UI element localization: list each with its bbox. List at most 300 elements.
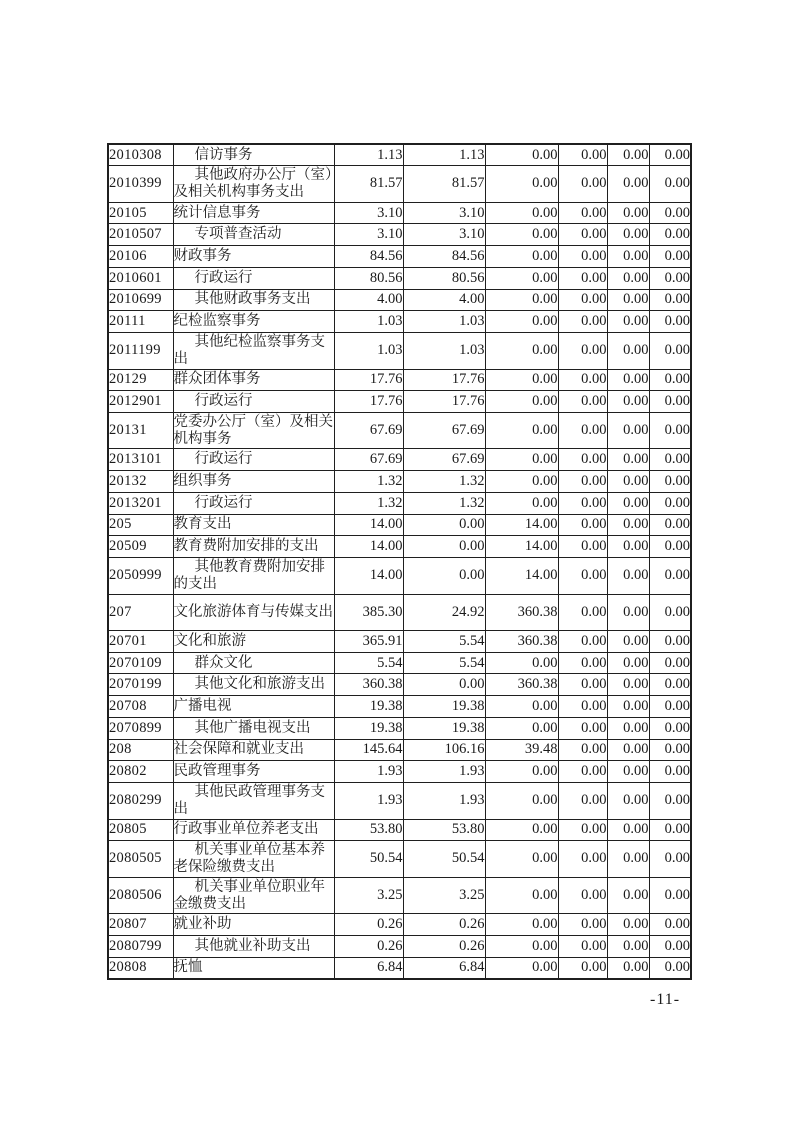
code-cell: 2010601 xyxy=(108,267,173,289)
value-cell: 17.76 xyxy=(403,369,485,391)
value-cell: 3.25 xyxy=(403,877,485,914)
table-row xyxy=(108,594,691,631)
budget-table xyxy=(107,143,692,980)
value-cell: 0.00 xyxy=(607,652,649,674)
value-cell: 0.00 xyxy=(485,761,558,783)
value-cell: 0.00 xyxy=(558,369,607,391)
value-cell: 0.00 xyxy=(558,696,607,718)
value-cell: 0.00 xyxy=(558,782,607,819)
value-cell: 50.54 xyxy=(403,841,485,878)
table-row xyxy=(108,449,691,471)
table-row xyxy=(108,224,691,246)
name-cell: 就业补助 xyxy=(173,914,334,936)
name-cell: 财政事务 xyxy=(173,246,334,268)
table-row xyxy=(108,202,691,224)
value-cell: 3.10 xyxy=(403,202,485,224)
table-row xyxy=(108,739,691,761)
code-cell: 205 xyxy=(108,514,173,536)
code-cell: 20807 xyxy=(108,914,173,936)
value-cell: 0.00 xyxy=(485,652,558,674)
value-cell: 0.00 xyxy=(649,391,691,413)
value-cell: 0.00 xyxy=(485,782,558,819)
code-cell: 2010507 xyxy=(108,224,173,246)
value-cell: 0.00 xyxy=(607,536,649,558)
value-cell: 0.00 xyxy=(607,739,649,761)
value-cell: 0.00 xyxy=(607,841,649,878)
value-cell: 0.00 xyxy=(607,332,649,369)
value-cell: 14.00 xyxy=(485,514,558,536)
code-cell: 20701 xyxy=(108,631,173,653)
value-cell: 14.00 xyxy=(334,514,403,536)
name-cell: 行政事业单位养老支出 xyxy=(173,819,334,841)
name-cell: 纪检监察事务 xyxy=(173,311,334,333)
value-cell: 0.00 xyxy=(607,224,649,246)
name-cell: 专项普查活动 xyxy=(173,224,334,246)
name-cell: 广播电视 xyxy=(173,696,334,718)
value-cell: 0.00 xyxy=(558,332,607,369)
value-cell: 0.00 xyxy=(649,782,691,819)
value-cell: 14.00 xyxy=(334,536,403,558)
table-row xyxy=(108,514,691,536)
table-row xyxy=(108,674,691,696)
table-row xyxy=(108,391,691,413)
value-cell: 0.00 xyxy=(485,957,558,979)
value-cell: 360.38 xyxy=(485,674,558,696)
value-cell: 0.00 xyxy=(649,594,691,631)
value-cell: 0.00 xyxy=(649,914,691,936)
table-row xyxy=(108,311,691,333)
name-cell: 其他教育费附加安排的支出 xyxy=(173,557,334,594)
code-cell: 20708 xyxy=(108,696,173,718)
value-cell: 19.38 xyxy=(403,717,485,739)
value-cell: 0.00 xyxy=(558,594,607,631)
value-cell: 19.38 xyxy=(403,696,485,718)
value-cell: 0.00 xyxy=(485,471,558,493)
value-cell: 19.38 xyxy=(334,696,403,718)
value-cell: 0.00 xyxy=(558,202,607,224)
value-cell: 6.84 xyxy=(403,957,485,979)
code-cell: 2050999 xyxy=(108,557,173,594)
value-cell: 0.00 xyxy=(558,514,607,536)
value-cell: 0.00 xyxy=(403,536,485,558)
value-cell: 0.00 xyxy=(558,246,607,268)
code-cell: 207 xyxy=(108,594,173,631)
value-cell: 0.00 xyxy=(607,412,649,449)
value-cell: 1.93 xyxy=(403,782,485,819)
code-cell: 20805 xyxy=(108,819,173,841)
value-cell: 19.38 xyxy=(334,717,403,739)
code-cell: 20106 xyxy=(108,246,173,268)
value-cell: 67.69 xyxy=(334,449,403,471)
value-cell: 0.00 xyxy=(607,819,649,841)
value-cell: 14.00 xyxy=(485,536,558,558)
value-cell: 17.76 xyxy=(334,369,403,391)
value-cell: 5.54 xyxy=(403,652,485,674)
value-cell: 0.00 xyxy=(607,311,649,333)
value-cell: 1.03 xyxy=(403,311,485,333)
value-cell: 1.93 xyxy=(334,761,403,783)
table-row xyxy=(108,166,691,203)
code-cell: 2080506 xyxy=(108,877,173,914)
value-cell: 0.00 xyxy=(485,412,558,449)
value-cell: 0.00 xyxy=(649,412,691,449)
value-cell: 53.80 xyxy=(403,819,485,841)
table-row xyxy=(108,936,691,958)
code-cell: 20802 xyxy=(108,761,173,783)
code-cell: 2013101 xyxy=(108,449,173,471)
value-cell: 0.00 xyxy=(607,369,649,391)
value-cell: 0.00 xyxy=(649,761,691,783)
value-cell: 360.38 xyxy=(485,594,558,631)
value-cell: 0.00 xyxy=(607,761,649,783)
value-cell: 0.00 xyxy=(607,674,649,696)
value-cell: 0.00 xyxy=(403,557,485,594)
name-cell: 群众文化 xyxy=(173,652,334,674)
value-cell: 0.00 xyxy=(558,557,607,594)
value-cell: 0.00 xyxy=(607,557,649,594)
name-cell: 其他文化和旅游支出 xyxy=(173,674,334,696)
value-cell: 0.00 xyxy=(649,696,691,718)
value-cell: 0.00 xyxy=(649,877,691,914)
value-cell: 0.00 xyxy=(558,717,607,739)
value-cell: 0.00 xyxy=(485,841,558,878)
value-cell: 0.00 xyxy=(403,674,485,696)
value-cell: 0.00 xyxy=(403,514,485,536)
value-cell: 0.00 xyxy=(558,311,607,333)
value-cell: 0.00 xyxy=(485,311,558,333)
value-cell: 0.00 xyxy=(607,514,649,536)
value-cell: 0.00 xyxy=(607,631,649,653)
name-cell: 行政运行 xyxy=(173,492,334,514)
value-cell: 84.56 xyxy=(403,246,485,268)
value-cell: 1.13 xyxy=(334,144,403,166)
value-cell: 0.00 xyxy=(607,202,649,224)
name-cell: 行政运行 xyxy=(173,391,334,413)
value-cell: 0.00 xyxy=(485,246,558,268)
value-cell: 0.00 xyxy=(485,492,558,514)
value-cell: 0.00 xyxy=(485,914,558,936)
name-cell: 民政管理事务 xyxy=(173,761,334,783)
value-cell: 0.00 xyxy=(558,289,607,311)
table-row xyxy=(108,557,691,594)
value-cell: 1.93 xyxy=(334,782,403,819)
value-cell: 0.00 xyxy=(558,914,607,936)
value-cell: 0.26 xyxy=(334,914,403,936)
value-cell: 0.00 xyxy=(649,936,691,958)
code-cell: 20105 xyxy=(108,202,173,224)
value-cell: 0.00 xyxy=(649,631,691,653)
name-cell: 社会保障和就业支出 xyxy=(173,739,334,761)
name-cell: 组织事务 xyxy=(173,471,334,493)
value-cell: 0.00 xyxy=(649,957,691,979)
name-cell: 文化和旅游 xyxy=(173,631,334,653)
value-cell: 0.00 xyxy=(558,536,607,558)
value-cell: 1.03 xyxy=(334,332,403,369)
table-row xyxy=(108,957,691,979)
value-cell: 5.54 xyxy=(334,652,403,674)
code-cell: 20509 xyxy=(108,536,173,558)
name-cell: 机关事业单位职业年金缴费支出 xyxy=(173,877,334,914)
value-cell: 0.00 xyxy=(649,449,691,471)
value-cell: 17.76 xyxy=(403,391,485,413)
table-row xyxy=(108,144,691,166)
name-cell: 群众团体事务 xyxy=(173,369,334,391)
code-cell: 2070899 xyxy=(108,717,173,739)
name-cell: 抚恤 xyxy=(173,957,334,979)
value-cell: 6.84 xyxy=(334,957,403,979)
table-row xyxy=(108,332,691,369)
value-cell: 0.00 xyxy=(558,877,607,914)
value-cell: 0.00 xyxy=(649,246,691,268)
value-cell: 0.00 xyxy=(607,696,649,718)
value-cell: 0.00 xyxy=(649,819,691,841)
table-row xyxy=(108,819,691,841)
value-cell: 81.57 xyxy=(334,166,403,203)
value-cell: 67.69 xyxy=(403,449,485,471)
name-cell: 机关事业单位基本养老保险缴费支出 xyxy=(173,841,334,878)
value-cell: 0.00 xyxy=(558,166,607,203)
value-cell: 0.00 xyxy=(558,267,607,289)
value-cell: 1.32 xyxy=(403,471,485,493)
value-cell: 0.00 xyxy=(649,841,691,878)
value-cell: 0.00 xyxy=(558,761,607,783)
name-cell: 教育费附加安排的支出 xyxy=(173,536,334,558)
name-cell: 党委办公厅（室）及相关机构事务 xyxy=(173,412,334,449)
value-cell: 67.69 xyxy=(403,412,485,449)
value-cell: 0.00 xyxy=(607,289,649,311)
value-cell: 0.00 xyxy=(649,674,691,696)
value-cell: 0.00 xyxy=(485,936,558,958)
code-cell: 2080505 xyxy=(108,841,173,878)
value-cell: 0.00 xyxy=(485,391,558,413)
value-cell: 360.38 xyxy=(334,674,403,696)
table-row xyxy=(108,652,691,674)
value-cell: 0.00 xyxy=(607,957,649,979)
value-cell: 0.00 xyxy=(485,369,558,391)
value-cell: 0.00 xyxy=(485,166,558,203)
value-cell: 80.56 xyxy=(403,267,485,289)
table-body xyxy=(108,144,691,979)
table-row xyxy=(108,246,691,268)
name-cell: 教育支出 xyxy=(173,514,334,536)
value-cell: 0.00 xyxy=(485,717,558,739)
value-cell: 1.32 xyxy=(334,492,403,514)
value-cell: 0.00 xyxy=(485,202,558,224)
value-cell: 1.03 xyxy=(403,332,485,369)
value-cell: 0.00 xyxy=(558,449,607,471)
value-cell: 50.54 xyxy=(334,841,403,878)
code-cell: 2013201 xyxy=(108,492,173,514)
value-cell: 0.00 xyxy=(558,224,607,246)
value-cell: 0.00 xyxy=(607,492,649,514)
table-row xyxy=(108,841,691,878)
value-cell: 0.00 xyxy=(649,369,691,391)
value-cell: 39.48 xyxy=(485,739,558,761)
code-cell: 20131 xyxy=(108,412,173,449)
value-cell: 0.26 xyxy=(403,914,485,936)
code-cell: 2010699 xyxy=(108,289,173,311)
value-cell: 0.00 xyxy=(558,492,607,514)
name-cell: 其他民政管理事务支出 xyxy=(173,782,334,819)
value-cell: 0.00 xyxy=(485,819,558,841)
code-cell: 2080299 xyxy=(108,782,173,819)
name-cell: 统计信息事务 xyxy=(173,202,334,224)
value-cell: 14.00 xyxy=(485,557,558,594)
value-cell: 0.00 xyxy=(607,877,649,914)
table-row xyxy=(108,782,691,819)
value-cell: 0.00 xyxy=(649,332,691,369)
table-row xyxy=(108,761,691,783)
name-cell: 其他就业补助支出 xyxy=(173,936,334,958)
value-cell: 3.10 xyxy=(403,224,485,246)
value-cell: 0.00 xyxy=(558,739,607,761)
value-cell: 53.80 xyxy=(334,819,403,841)
value-cell: 17.76 xyxy=(334,391,403,413)
value-cell: 360.38 xyxy=(485,631,558,653)
value-cell: 1.32 xyxy=(334,471,403,493)
value-cell: 0.00 xyxy=(607,782,649,819)
value-cell: 0.00 xyxy=(649,202,691,224)
value-cell: 0.00 xyxy=(607,936,649,958)
value-cell: 365.91 xyxy=(334,631,403,653)
value-cell: 0.00 xyxy=(558,631,607,653)
table-row xyxy=(108,536,691,558)
value-cell: 5.54 xyxy=(403,631,485,653)
code-cell: 2011199 xyxy=(108,332,173,369)
name-cell: 其他广播电视支出 xyxy=(173,717,334,739)
value-cell: 0.00 xyxy=(649,739,691,761)
value-cell: 0.00 xyxy=(649,289,691,311)
value-cell: 0.00 xyxy=(558,144,607,166)
value-cell: 0.00 xyxy=(558,841,607,878)
code-cell: 2080799 xyxy=(108,936,173,958)
value-cell: 0.00 xyxy=(607,717,649,739)
name-cell: 行政运行 xyxy=(173,267,334,289)
name-cell: 行政运行 xyxy=(173,449,334,471)
value-cell: 0.00 xyxy=(485,332,558,369)
page-number: -11- xyxy=(650,991,681,1008)
code-cell: 2070109 xyxy=(108,652,173,674)
value-cell: 14.00 xyxy=(334,557,403,594)
value-cell: 80.56 xyxy=(334,267,403,289)
value-cell: 24.92 xyxy=(403,594,485,631)
value-cell: 0.00 xyxy=(649,166,691,203)
value-cell: 0.00 xyxy=(649,471,691,493)
value-cell: 3.10 xyxy=(334,202,403,224)
code-cell: 2012901 xyxy=(108,391,173,413)
value-cell: 0.00 xyxy=(649,144,691,166)
value-cell: 0.00 xyxy=(558,652,607,674)
value-cell: 0.00 xyxy=(558,412,607,449)
value-cell: 0.00 xyxy=(649,717,691,739)
value-cell: 0.00 xyxy=(485,877,558,914)
table-row xyxy=(108,471,691,493)
code-cell: 208 xyxy=(108,739,173,761)
value-cell: 0.00 xyxy=(607,246,649,268)
value-cell: 0.00 xyxy=(607,594,649,631)
table-row xyxy=(108,267,691,289)
name-cell: 其他政府办公厅（室）及相关机构事务支出 xyxy=(173,166,334,203)
table-row xyxy=(108,717,691,739)
value-cell: 0.00 xyxy=(607,914,649,936)
value-cell: 0.00 xyxy=(649,311,691,333)
name-cell: 信访事务 xyxy=(173,144,334,166)
value-cell: 0.26 xyxy=(403,936,485,958)
value-cell: 0.00 xyxy=(558,391,607,413)
value-cell: 1.32 xyxy=(403,492,485,514)
value-cell: 0.00 xyxy=(485,289,558,311)
value-cell: 0.00 xyxy=(607,166,649,203)
value-cell: 0.00 xyxy=(607,471,649,493)
value-cell: 1.93 xyxy=(403,761,485,783)
value-cell: 145.64 xyxy=(334,739,403,761)
value-cell: 0.00 xyxy=(649,267,691,289)
code-cell: 20132 xyxy=(108,471,173,493)
value-cell: 106.16 xyxy=(403,739,485,761)
name-cell: 其他财政事务支出 xyxy=(173,289,334,311)
table-row xyxy=(108,492,691,514)
code-cell: 20111 xyxy=(108,311,173,333)
value-cell: 3.25 xyxy=(334,877,403,914)
value-cell: 0.00 xyxy=(558,471,607,493)
value-cell: 0.00 xyxy=(649,224,691,246)
value-cell: 4.00 xyxy=(403,289,485,311)
value-cell: 1.13 xyxy=(403,144,485,166)
value-cell: 0.00 xyxy=(607,267,649,289)
value-cell: 0.00 xyxy=(558,674,607,696)
value-cell: 0.00 xyxy=(649,536,691,558)
value-cell: 0.00 xyxy=(558,957,607,979)
name-cell: 其他纪检监察事务支出 xyxy=(173,332,334,369)
value-cell: 4.00 xyxy=(334,289,403,311)
value-cell: 0.00 xyxy=(649,557,691,594)
code-cell: 20808 xyxy=(108,957,173,979)
value-cell: 0.00 xyxy=(649,514,691,536)
code-cell: 2070199 xyxy=(108,674,173,696)
value-cell: 0.00 xyxy=(649,492,691,514)
table-row xyxy=(108,914,691,936)
value-cell: 3.10 xyxy=(334,224,403,246)
value-cell: 0.00 xyxy=(485,449,558,471)
value-cell: 67.69 xyxy=(334,412,403,449)
value-cell: 0.00 xyxy=(558,936,607,958)
value-cell: 0.00 xyxy=(485,267,558,289)
value-cell: 0.00 xyxy=(558,819,607,841)
table-row xyxy=(108,631,691,653)
value-cell: 0.00 xyxy=(649,652,691,674)
name-cell: 文化旅游体育与传媒支出 xyxy=(173,594,334,631)
value-cell: 81.57 xyxy=(403,166,485,203)
value-cell: 1.03 xyxy=(334,311,403,333)
value-cell: 0.26 xyxy=(334,936,403,958)
value-cell: 0.00 xyxy=(485,224,558,246)
value-cell: 385.30 xyxy=(334,594,403,631)
code-cell: 20129 xyxy=(108,369,173,391)
code-cell: 2010399 xyxy=(108,166,173,203)
value-cell: 84.56 xyxy=(334,246,403,268)
value-cell: 0.00 xyxy=(607,144,649,166)
value-cell: 0.00 xyxy=(607,391,649,413)
value-cell: 0.00 xyxy=(607,449,649,471)
table-row xyxy=(108,877,691,914)
table-row xyxy=(108,412,691,449)
table-row xyxy=(108,696,691,718)
table-row xyxy=(108,289,691,311)
value-cell: 0.00 xyxy=(485,144,558,166)
table-row xyxy=(108,369,691,391)
code-cell: 2010308 xyxy=(108,144,173,166)
value-cell: 0.00 xyxy=(485,696,558,718)
